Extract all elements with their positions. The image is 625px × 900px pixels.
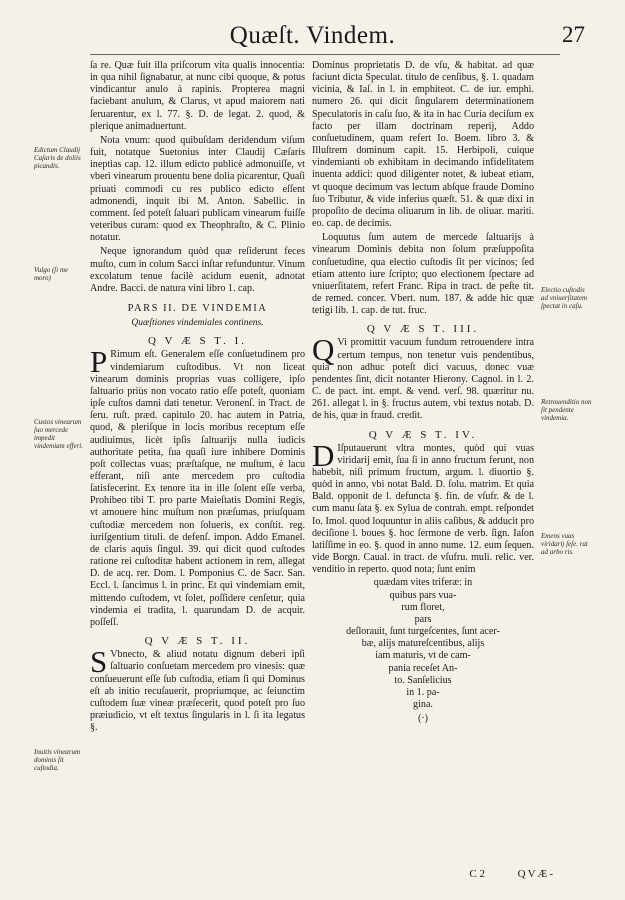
signature-mark: C 2 xyxy=(469,868,485,880)
question-4-text xyxy=(312,437,534,577)
right-intro-paragraph-2: Loquutus ſum autem de mercede ſaltuarijs à vinearum Dominis debita non ſolum præſuppoſita conſuetudine, qua electio cuſtodis ſit per vicinos; ſed etiam attento iure ſcripto; quo electionem ſpectare ad vniuerſitatem, refert Franc. Ripa in tract. de peſte tit. de remed. concer. Vbert. num. 187. & adde hic quæ tetigi lib. 1. cap. de tut. fruc. xyxy=(312,232,534,317)
margin-note-retrouenditio: Retrouenditio non ſit pendente vindemia. xyxy=(541,398,592,422)
left-intro-paragraph-1: ſa re. Quæ fuit illa priſcorum vita qualis innocentia: in qua nihil ſignabatur, at nunc cibi quoque, & potus vindicantur anulo à rapinis. Propterea magni faciebant anulum, & Clarus, vt apud maiorem nati ſeruarentur, ex l. 77. §. D. de legat. 2. quod, & plerique animaduertunt. xyxy=(90,60,305,132)
right-column xyxy=(312,60,534,725)
question-2-body: Vbnecto, & aliud notatu dignum deberi ipſi ſaltuario conſuetam mercedem pro vinesis: quæ conſueuerunt eſſe ſub cuſtodia, etiam ſi qui Dominus eſt ab initio recuſauerit, propriumque, ac ſeiunctim cuſtodem ſuæ vineæ præſecerit, quod poteſt pro ſuo præiudicio, vt eſt textus ſingularis in l. ſi ita legatus §. xyxy=(90,649,305,734)
tail-line: pars xyxy=(414,613,432,625)
left-intro-paragraph-2: Nota vnum: quod quibuſdam deridendum viſum fuit, notatque Suetonius inter Claudij Cæſaris ineptias cap. 12. illum edicto publicè admonuiſſe, vt vberi vinearum prouentu bene dolia picarentur, Quaſi priuati commodi cu res publico edicto eſſent admonendi, inquit ibi M. Anton. Sabellic. in comment. ſed poteſt ſaluari publicam vinearum fuiſſe veteribus curam: quod ex Theophraſto, & C. Plinio notatur. xyxy=(90,134,305,244)
tail-symbol: (·) xyxy=(417,713,429,725)
question-3-text xyxy=(312,332,534,422)
left-column xyxy=(90,60,305,736)
tail-line: in 1. pa- xyxy=(406,686,440,698)
left-intro-paragraph-3: Neque ignorandum quòd quæ reſiderunt feces muſto, cum in colum Sacci inſtar refunduntur. Vinum excolatum tenue facilè acidum euenit, adnotat Andre. Bacci. de natura vini libro 1. cap. xyxy=(90,246,305,294)
tail-line: deſlorauit, ſunt turgeſcentes, ſunt acer- xyxy=(346,626,500,638)
question-4-body: Iſputauerunt vltra montes, quòd qui vuas viridarij emit, ſua ſi in anno fructum ferunt, non habebit, niſi primum fructum, argum. l. diuortio §. quòd in anno, vbi notat Bald. D. ſolu. matrim. Et quia Bald. opponit de l. defuncta §. fin. de vſufr. & de l. cum manu ſata §. ex Sylua de contrah. empt. reſpondet Io. Imol. quod loquuntur in aliis caſibus, & adducit pro deciſione l. boues §. hoc ſermone de verb. ſign. Iaſon latiſſime in eo. §. quod in anno nume. 12. eum ſequen. vide Borgn. Caual. in tract. de vſufru. muli. relic. ver. venditio in reperto. quod nota; ſunt enim xyxy=(312,442,534,576)
question-1-body: Rimum eſt. Generalem eſſe conſuetudinem pro vindemiarum cuſtodibus. Vt non liceat vinearum dominis proprias vuas colligere, ipſo ſaltuario priùs non vocato ratio eſſe poteſt, quoniam ipſe cuſtos damni dati tenetur. Veronenſ. in Tract. de ſeru. ruſt. præd. capitulo 20. hac autem in Patria, quod, & pleriſque in locis moribus receptum eſſe audiuimus, licèt ipſis ſaltuarijs nulla iudicis authoritate petita, ſua quaſi iure inhibere Dominis poſt collectas vuas; præſtaſque, ne muſtum, è lacu efferant, niſi ante mercedem pro cuſtodia ſatisfecerint. Ex tenore ita in ille ſolent eſſe verba, Prohibeo tibi T. pro parte Maieſtatis Domini Regis, vt amouere hinc muſtum non præſumas, priuſquam cuſtodiæ mercedem non ſolueris, ex conſtit. reg. iuriſgentium tituli. de defenſ. impon. Addo Emanel. de claris aquis ſingul. 39. qui dicit quod cuſtodes ratione rei cuſtoditæ habent actionem in rem, allegat D. de acq. rer. Dom. l. Pomponius C. de Sacr. San. Eccl. l. ſancimus l. in princ. Et qui vindemiam emit, mittendo cuſtodem, vt ſolet, poſſidere cenſetur, quia vindemia ei tradita, l. quarundam D. de acquir. poſſeſſ. xyxy=(90,349,305,628)
tail-line: rum floret, xyxy=(401,601,445,613)
margin-note-inuitis: Inuitis vinearum dominis ſit cuſtodia. xyxy=(34,748,81,772)
margin-note-vulgo: Vulgo (ſi me moro) xyxy=(34,266,69,282)
margin-note-emens: Emens vuas viridarij ſeſe. rat ad arbo ris. xyxy=(541,532,588,556)
question-4-heading: Q V Æ S T. IV. xyxy=(368,428,478,441)
question-3-body: Vi promittit vacuum fundum retrouendere intra certum tempus, non tenetur vuis pendentibus, quia non adhuc poteſt dici vacuus, donec vuæ pendentes ſint, dicit notanter Hierony. Cagnol. in l. 2. C. de pact. int. empt. & vend. verſ. 98. quæritur nu. 261. allegat l. in §. fructus autem, vbi textus notab. D. de his, quæ in fraud. credit. xyxy=(312,337,534,422)
running-title: Quæſt. Vindem. xyxy=(229,22,396,49)
margin-note-edict: Edictum Claudij Caſaris de doliis picandis. xyxy=(34,146,81,170)
page-number: 27 xyxy=(562,22,585,47)
question-2-text xyxy=(90,644,305,734)
section-heading: PARS II. DE VINDEMIA xyxy=(127,302,268,314)
question-2-initial: S xyxy=(90,644,108,680)
catchword: QVÆ- xyxy=(517,868,555,880)
section-subheading: Quæſtiones vindemiales continens. xyxy=(131,318,264,329)
question-3-initial: Q xyxy=(312,332,335,368)
tail-line: to. Sanſelicius xyxy=(394,674,452,686)
tail-line: gina. xyxy=(413,698,433,710)
tail-line: bæ, alijs matureſcentibus, alijs xyxy=(361,638,485,650)
header-rule xyxy=(90,54,560,55)
question-2-heading: Q V Æ S T. II. xyxy=(144,635,251,648)
triangular-tailpiece xyxy=(312,577,534,725)
question-3-heading: Q V Æ S T. III. xyxy=(366,323,480,336)
tail-line: iam maturis, vt de cam- xyxy=(375,650,471,662)
question-4-initial: D xyxy=(312,437,335,473)
margin-note-electio: Electio cuſtodis ad vniuerſitatem ſpectat in caſu. xyxy=(541,286,588,310)
right-intro-paragraph-1: Dominus proprietatis D. de vſu, & habitat. ad quæ faciunt dicta Speculat. titulo de cenſibus, §. 1. quadam vicinia, & Iaſ. in l. in emphiteot. C. de iur. emphi. numero 26. qui dicit ſingularem determinationem Speculatoris in caſu ſuo, & ita in hac Curia deciſum ex facto per illam doctrinam reperij, Addo conſuetudinem, quam refert Io. Boem. libro 3. & Illuſtrem dominum capit. 15. Herbipoli, cuique vindemianti ob exhibitam in decimando infidelitatem inuenta addici: quod diligenter notet, & iubeat etiam, vt quoque decimum vas lectum abſque fraude Domino ſuo Tributur, & vide inferius quæſt. 51. & quæ dixi in propoſito de decima oliuarum in lib. de oliuar. mariti. eo. cap. de decimis. xyxy=(312,60,534,230)
tail-line: quibus pars vua- xyxy=(389,589,457,601)
tail-line: quædam vites triferæ: in xyxy=(373,577,473,589)
question-1-initial: P xyxy=(90,344,108,380)
question-1-text xyxy=(90,344,305,629)
tail-line: pania receſet An- xyxy=(388,662,458,674)
margin-note-custos: Custos vinearum ſuo mercede impedit vindemiam efferi. xyxy=(34,418,83,450)
question-1-heading: Q V Æ S T. I. xyxy=(147,335,247,348)
